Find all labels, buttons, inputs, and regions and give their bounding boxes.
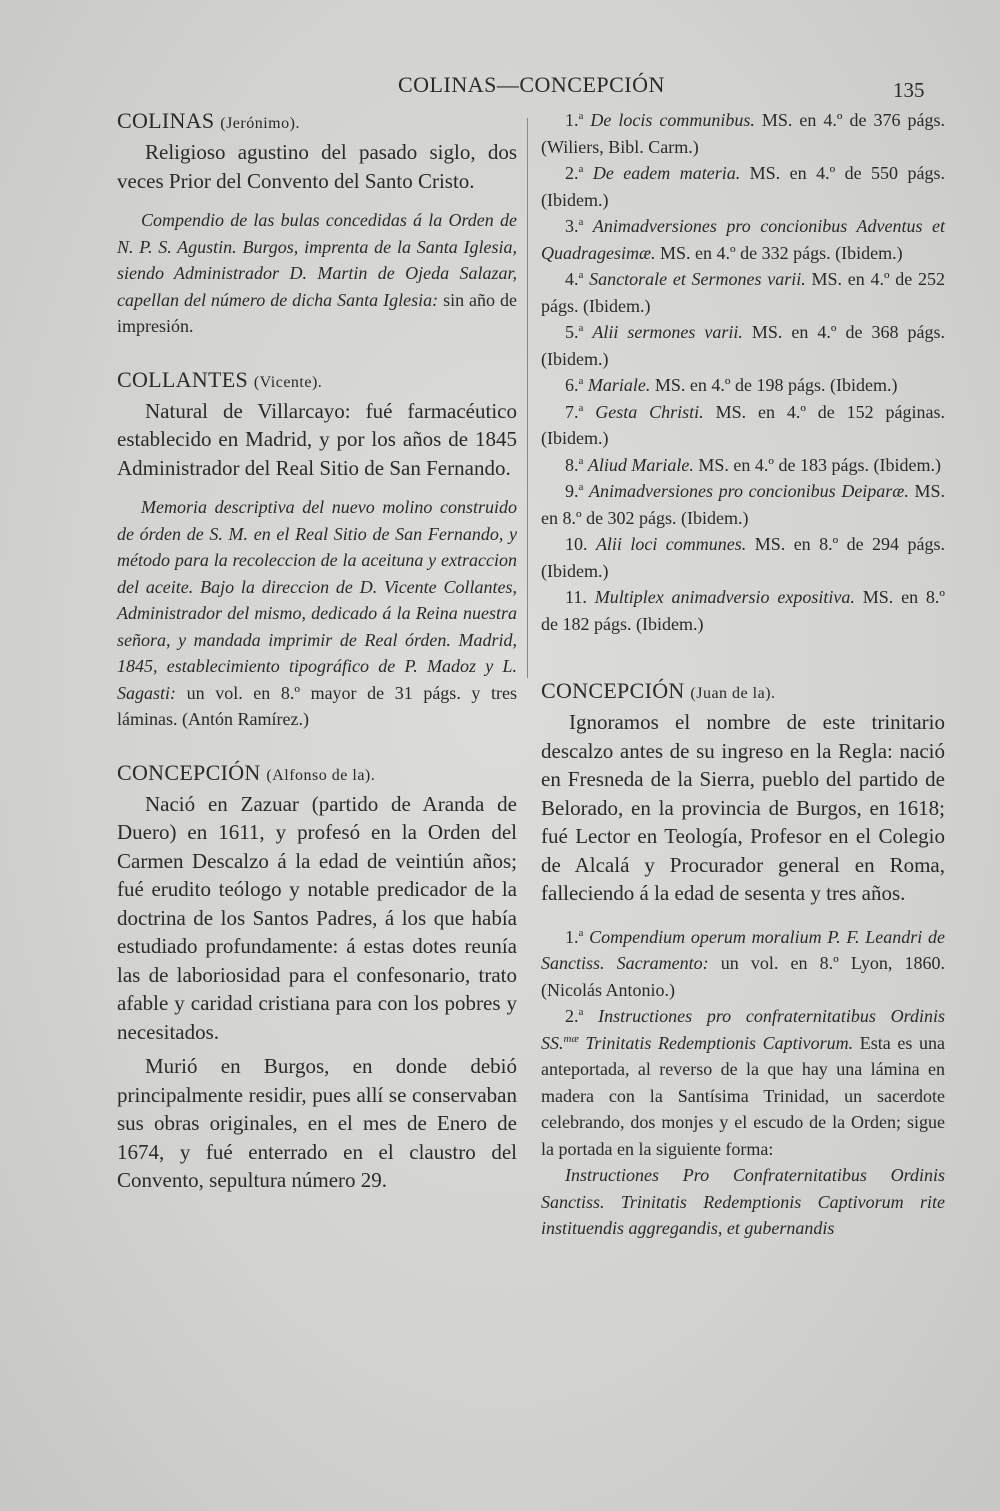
manuscript-item: [541, 372, 945, 399]
work-note: un vol. en 8.º mayor de 31 págs. y tres láminas. (Antón Ramírez.): [117, 682, 517, 729]
manuscript-item: [541, 266, 945, 319]
entry-heading: [117, 107, 517, 138]
work-title: Sanctorale et Sermones varii.: [589, 269, 806, 289]
item-number: 2.: [565, 163, 579, 183]
ordinal-mark: a: [578, 454, 584, 467]
work-title: Gesta Christi.: [595, 401, 704, 422]
biography: Religioso agustino del pasado siglo, dos veces Prior del Convento del Santo Cristo.: [117, 140, 517, 193]
bibliography-item: [541, 924, 945, 1004]
work-note: un vol. en 8.º Lyon, 1860. (Nicolás Antonio.): [541, 953, 946, 1000]
quoted-title: Instructiones Pro Confraternitatibus Ordinis Sanctiss. Trinitatis Redemptionis Captivorum rite instituendis aggregandis, et gubernandis: [541, 1165, 945, 1238]
ordinal-mark: a: [578, 481, 584, 493]
given-name: (Juan de la).: [690, 685, 776, 702]
item-number: 6.: [565, 375, 579, 395]
work-title: Multiplex animadversio expositiva.: [594, 587, 855, 607]
manuscript-item: [541, 478, 945, 531]
surname: CONCEPCIÓN: [117, 759, 261, 785]
work-note: MS. en 8.º de 182 págs. (Ibidem.): [541, 587, 945, 634]
manuscript-item: [541, 213, 945, 266]
work-title: De eadem materia.: [592, 163, 741, 183]
item-number: 1.: [565, 926, 579, 947]
work-note: MS. en 4.º de 252 págs. (Ibidem.): [541, 269, 946, 316]
surname: COLLANTES: [117, 366, 249, 392]
given-name: (Vicente).: [253, 373, 323, 391]
manuscript-item: [541, 584, 945, 637]
entry-colinas: [117, 107, 517, 340]
biography-continued: Murió en Burgos, en donde debió principalmente residir, pues allí se conservaban sus obras originales, en el mes de Enero de 1674, y fué enterrado en el claustro del Convento, sepultura número 29.: [117, 1054, 517, 1192]
item-number: 11.: [565, 587, 587, 607]
item-number: 2.: [565, 1006, 579, 1026]
work-note: MS. en 4.º de 368 págs. (Ibidem.): [541, 322, 945, 369]
manuscript-item: [541, 531, 945, 584]
ordinal-mark: a: [578, 401, 584, 414]
work-title: Animadversiones pro concionibus Deiparæ.: [589, 481, 909, 501]
work-note: sin año de impresión.: [117, 289, 518, 336]
given-name: (Alfonso de la).: [266, 766, 376, 784]
manuscript-item: [541, 452, 945, 479]
page-number: 135: [893, 78, 925, 102]
manuscript-item: [541, 160, 945, 213]
bibliography-item: [117, 494, 517, 733]
item-number: 3.: [565, 216, 579, 236]
work-title: De locis communibus.: [590, 110, 755, 130]
given-name: (Jerónimo).: [220, 115, 300, 132]
manuscript-item: [541, 107, 945, 160]
manuscript-item: [541, 319, 945, 372]
work-title: Aliud Mariale.: [587, 454, 694, 475]
work-title: Animadversiones pro concionibus Adventus et Quadragesimæ.: [541, 216, 945, 263]
item-number: 10.: [565, 534, 588, 554]
entry-concepcion-alfonso: [117, 759, 517, 1195]
ordinal-mark: a: [578, 110, 584, 122]
column-divider: [527, 118, 528, 678]
work-title: Memoria descriptiva del nuevo molino construido de órden de S. M. en el Real Sitio de San Fernando, y método para la recoleccion de la aceituna y extraccion del aceite. Bajo la direccion de D. Vicente Collantes, Administrador del mismo, dedicado á la Reina nuestra señora, y mandada imprimir de Real órden. Madrid, 1845, establecimiento tipográfico de P. Madoz y L. Sagasti:: [117, 497, 517, 703]
work-note: MS. en 8.º de 294 págs. (Ibidem.): [541, 534, 945, 581]
entry-heading: [541, 677, 945, 708]
ordinal-mark: a: [578, 1006, 584, 1018]
ordinal-mark: a: [578, 269, 584, 281]
right-column: [541, 107, 945, 1242]
title-page-quote: [541, 1162, 945, 1242]
bibliography-item: [117, 207, 517, 340]
entry-collantes: [117, 366, 517, 733]
ordinal-mark: a: [578, 216, 584, 228]
surname: CONCEPCIÓN: [541, 678, 685, 703]
item-number: 5.: [565, 322, 579, 342]
work-note: MS. en 4.º de 550 págs. (Ibidem.): [541, 163, 945, 210]
work-title: Compendium operum moralium P. F. Leandri de Sanctiss. Sacramento:: [541, 926, 946, 973]
ordinal-mark: a: [578, 322, 584, 334]
entry-heading: [117, 759, 517, 790]
work-note: MS. en 4.º de 332 págs. (Ibidem.): [655, 242, 903, 263]
entry-concepcion-juan: [541, 677, 945, 1242]
item-number: 4.: [565, 269, 579, 289]
work-note: MS. en 8.º de 302 págs. (Ibidem.): [541, 481, 945, 528]
surname: COLINAS: [117, 108, 215, 133]
work-title: Alii sermones varii.: [592, 322, 743, 342]
work-title: Compendio de las bulas concedidas á la Orden de N. P. S. Agustin. Burgos, imprenta de la Santa Iglesia, siendo Administrador D. Martin de Ojeda Salazar, capellan del número de dicha Santa Iglesia:: [117, 210, 517, 310]
works-list: [541, 107, 945, 637]
item-number: 1.: [565, 110, 579, 130]
running-head: COLINAS—CONCEPCIÓN: [398, 72, 665, 97]
bibliography-item: [541, 1003, 945, 1162]
ordinal-mark: a: [578, 163, 584, 175]
biography: Natural de Villarcayo: fué farmacéutico establecido en Madrid, y por los años de 1845 Administrador del Real Sitio de San Fernando.: [117, 398, 517, 480]
work-note: MS. en 4.º de 198 págs. (Ibidem.): [650, 375, 898, 395]
ordinal-mark: a: [578, 375, 584, 387]
entry-heading: [117, 366, 517, 397]
item-number: 8.: [565, 454, 579, 475]
work-note: MS. en 4.º de 376 págs. (Wiliers, Bibl. Carm.): [541, 110, 946, 157]
superscript-abbrev: mæ: [563, 1032, 579, 1045]
biography: Nació en Zazuar (partido de Aranda de Duero) en 1611, y profesó en la Orden del Carmen Descalzo á la edad de veintiún años; fué erudito teólogo y notable predicador de la doctrina de los Santos Padres, á los que había estudiado profundamente: á estas dotes reunía las de laboriosidad para el confesonario, trato afable y caridad cristiana para con los pobres y necesitados.: [117, 791, 517, 1044]
item-number: 9.: [565, 481, 579, 501]
manuscript-item: [541, 399, 945, 452]
work-title-part: Instructiones pro confraternitatibus Ordinis SS.: [541, 1006, 945, 1053]
work-note: Esta es una anteportada, al reverso de la que hay una lámina en madera con la Santísima Trinidad, un sacerdote celebrando, dos monjes y el escudo de la Orden; sigue la portada en la siguiente forma:: [541, 1032, 945, 1159]
work-title: Mariale.: [587, 375, 651, 395]
item-number: 7.: [565, 401, 579, 422]
biography: Ignoramos el nombre de este trinitario descalzo antes de su ingreso en la Regla: nació en Fresneda de la Sierra, pueblo del partido de Belorado, en la provincia de Burgos, en 1618; fué Lector en Teología, Profesor en el Colegio de Alcalá y Procurador general en Roma, falleciendo á la edad de sesenta y tres años.: [541, 710, 945, 905]
left-column: [117, 107, 517, 1195]
work-title: Alii loci communes.: [595, 534, 747, 554]
work-note: MS. en 4.º de 183 págs. (Ibidem.): [693, 454, 941, 475]
page-header: [0, 70, 1000, 104]
ordinal-mark: a: [578, 926, 584, 939]
work-note: MS. en 4.º de 152 páginas. (Ibidem.): [541, 401, 946, 448]
work-title-part: Trinitatis Redemptionis Captivorum.: [578, 1032, 854, 1053]
